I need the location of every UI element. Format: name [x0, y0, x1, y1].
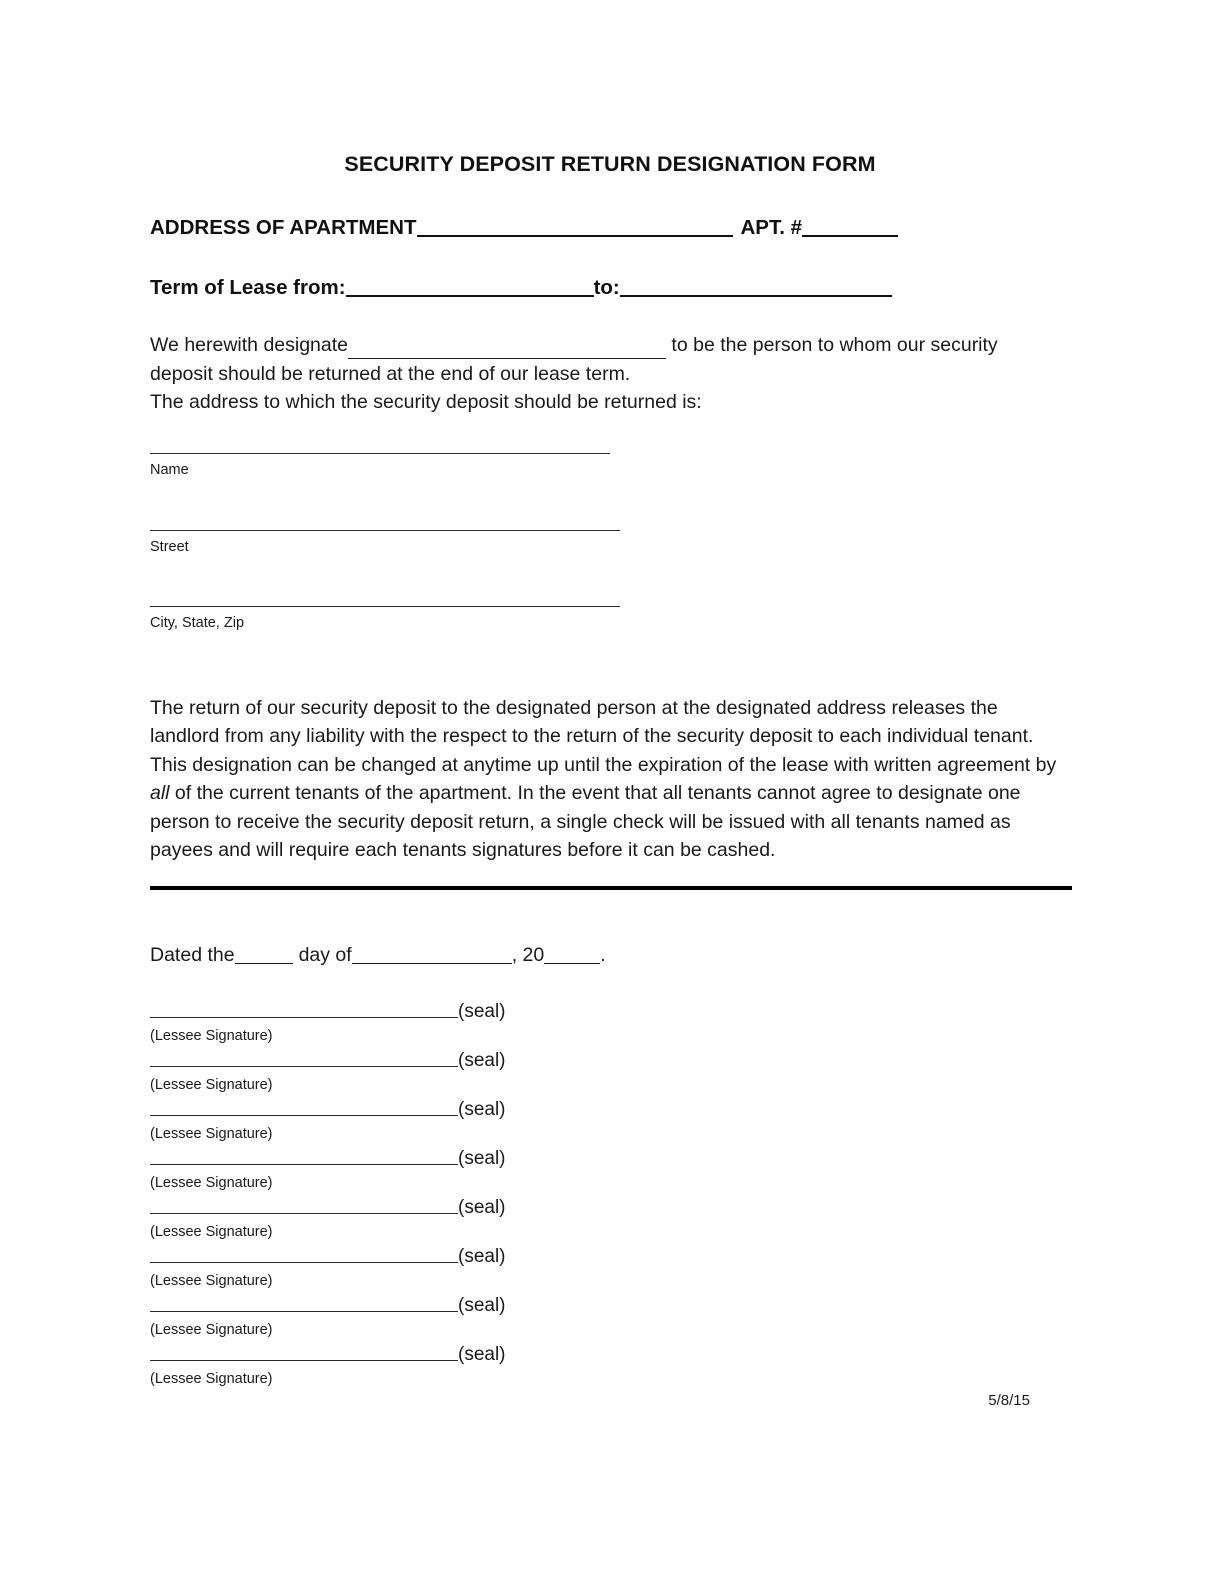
signature-line-wrap: [150, 1342, 570, 1364]
legal-paragraph-part1: The return of our security deposit to the designated person at the designated address releases the landlord from any liability with the respect to the return of the security deposit to each individual tenant. This designation can be changed at anytime up until the expiration of the lease with written agreement by: [150, 697, 1057, 776]
lessee-signature-blank[interactable]: [150, 1164, 458, 1165]
signature-row: [150, 1293, 570, 1342]
page-title: SECURITY DEPOSIT RETURN DESIGNATION FORM: [344, 152, 876, 176]
signature-row: [150, 999, 570, 1048]
lessee-signature-caption: (Lessee Signature): [150, 1224, 273, 1240]
lessee-signature-blank[interactable]: [150, 1262, 458, 1263]
street-field-group: [150, 530, 620, 556]
lessee-signature-blank[interactable]: [150, 1360, 458, 1361]
dated-day-blank[interactable]: [235, 963, 293, 964]
apt-number-blank[interactable]: [802, 235, 898, 237]
signature-row: [150, 1146, 570, 1195]
address-of-apartment-label: ADDRESS OF APARTMENT: [150, 216, 417, 239]
deposit-return-text: deposit should be returned at the end of our lease term.: [150, 363, 631, 385]
lessee-signature-blank[interactable]: [150, 1017, 458, 1018]
signature-line-wrap: [150, 1195, 570, 1217]
signature-line-wrap: [150, 1146, 570, 1168]
dated-period-label: .: [600, 944, 606, 966]
day-of-label: day of: [298, 944, 352, 966]
term-from-blank[interactable]: [346, 295, 594, 297]
city-state-zip-field-group: [150, 606, 620, 632]
lessee-signature-caption: (Lessee Signature): [150, 1126, 273, 1142]
signature-row: [150, 1342, 570, 1391]
apt-number-label: APT. #: [740, 216, 803, 239]
name-input-blank[interactable]: [150, 453, 610, 454]
return-address-prompt-text: The address to which the security deposit should be returned is:: [150, 391, 702, 413]
seal-label: (seal): [458, 1050, 506, 1071]
term-of-lease-row: [150, 278, 892, 299]
legal-paragraph-part2: of the current tenants of the apartment. In the event that all tenants cannot agree to designate one person to receive the security deposit return, a single check will be issued with all tenants named as payees and will require each tenants signatures before it can be cashed.: [150, 782, 1021, 862]
lessee-signature-caption: (Lessee Signature): [150, 1273, 273, 1289]
signature-line-wrap: [150, 1244, 570, 1266]
lessee-signature-caption: (Lessee Signature): [150, 1322, 273, 1338]
signature-line-wrap: [150, 1097, 570, 1119]
seal-label: (seal): [458, 1099, 506, 1120]
seal-label: (seal): [458, 1148, 506, 1169]
lessee-signature-caption: (Lessee Signature): [150, 1077, 273, 1093]
footer-revision-date: 5/8/15: [988, 1392, 1030, 1409]
address-of-apartment-row: [150, 218, 898, 239]
designate-prefix-text: We herewith designate: [150, 334, 349, 356]
lessee-signature-blank[interactable]: [150, 1066, 458, 1067]
city-state-zip-input-blank[interactable]: [150, 606, 620, 607]
signature-row: [150, 1097, 570, 1146]
seal-label: (seal): [458, 1001, 506, 1022]
signature-line-wrap: [150, 1048, 570, 1070]
dated-line: [150, 944, 606, 967]
signature-row: [150, 1195, 570, 1244]
term-of-lease-from-label: Term of Lease from:: [150, 276, 346, 299]
dated-prefix-label: Dated the: [150, 944, 235, 966]
signature-row: [150, 1244, 570, 1293]
lessee-signature-blank[interactable]: [150, 1115, 458, 1116]
designate-line: [150, 331, 1090, 359]
seal-label: (seal): [458, 1295, 506, 1316]
lessee-signature-caption: (Lessee Signature): [150, 1028, 273, 1044]
term-of-lease-to-label: to:: [593, 276, 620, 299]
dated-year-prefix-label: , 20: [511, 944, 545, 966]
lessee-signature-blank[interactable]: [150, 1311, 458, 1312]
city-state-zip-field-caption: City, State, Zip: [150, 615, 245, 631]
seal-label: (seal): [458, 1344, 506, 1365]
seal-label: (seal): [458, 1246, 506, 1267]
legal-paragraph-emphasis: all: [150, 782, 170, 805]
lessee-signature-caption: (Lessee Signature): [150, 1175, 273, 1191]
lessee-signature-blank[interactable]: [150, 1213, 458, 1214]
designee-name-blank[interactable]: [348, 341, 666, 359]
street-input-blank[interactable]: [150, 530, 620, 531]
term-to-blank[interactable]: [620, 295, 892, 297]
lessee-signature-caption: (Lessee Signature): [150, 1371, 273, 1387]
signature-line-wrap: [150, 1293, 570, 1315]
address-of-apartment-blank[interactable]: [417, 235, 733, 237]
signature-line-wrap: [150, 999, 570, 1021]
signature-block: [150, 999, 570, 1391]
dated-year-blank[interactable]: [544, 963, 600, 964]
name-field-group: [150, 453, 610, 479]
section-divider: [150, 886, 1072, 890]
legal-paragraph: [150, 694, 1072, 864]
signature-row: [150, 1048, 570, 1097]
seal-label: (seal): [458, 1197, 506, 1218]
dated-month-blank[interactable]: [352, 963, 512, 964]
designate-suffix-text: to be the person to whom our security: [666, 334, 998, 356]
street-field-caption: Street: [150, 539, 189, 555]
name-field-caption: Name: [150, 462, 189, 478]
